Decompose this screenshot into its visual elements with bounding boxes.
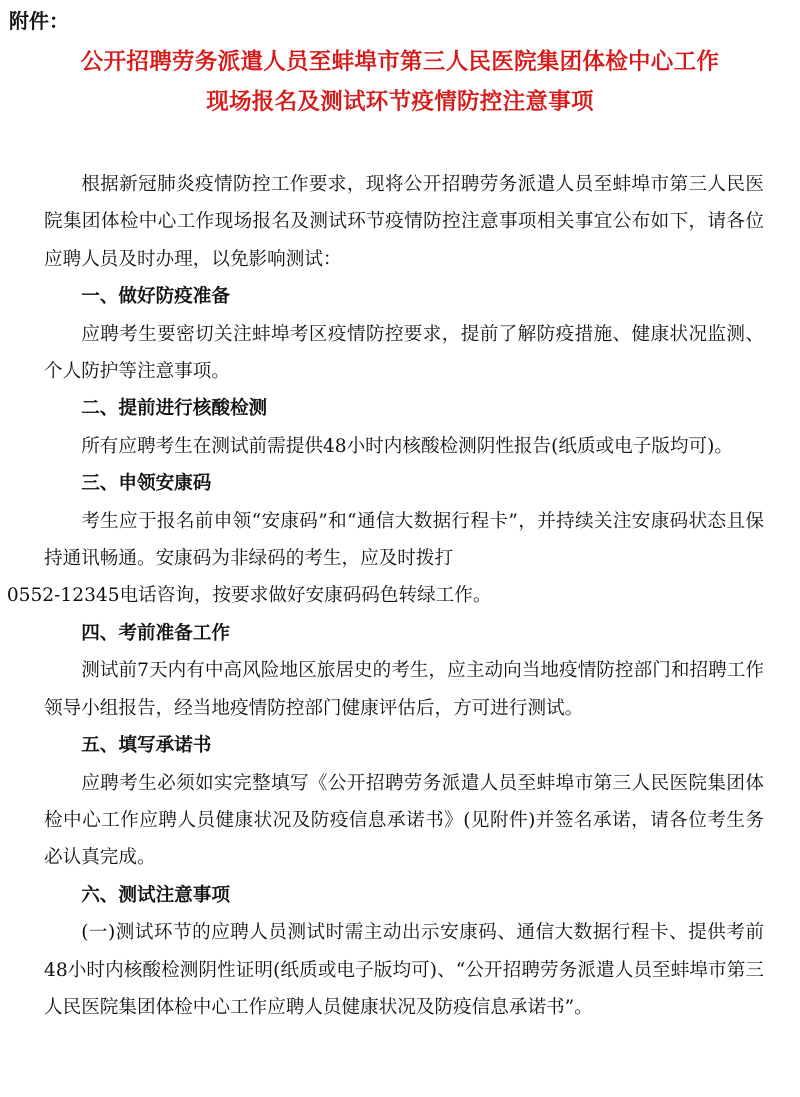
section-body-1: 应聘考生要密切关注蚌埠考区疫情防控要求，提前了解防疫措施、健康状况监测、个人防护等注意事项。 <box>44 323 764 383</box>
section-body-4: 测试前7天内有中高风险地区旅居史的考生，应主动向当地疫情防控部门和招聘工作领导小组报告，经当地疫情防控部门健康评估后，方可进行测试。 <box>44 660 764 719</box>
section-heading-3: 三、申领安康码 <box>81 473 212 495</box>
section-heading-6: 六、测试注意事项 <box>81 884 230 906</box>
document-title-line-1: 公开招聘劳务派遣人员至蚌埠市第三人民医院集团体检中心工作 <box>80 49 720 75</box>
section-body-3-part-1: 考生应于报名前申领“安康码”和“通信大数据行程卡”，并持续关注安康码状态且保持通讯畅通。安康码为非绿码的考生，应及时拨打 <box>44 510 764 570</box>
intro-paragraph: 根据新冠肺炎疫情防控工作要求，现将公开招聘劳务派遣人员至蚌埠市第三人民医院集团体检中心工作现场报名及测试环节疫情防控注意事项相关事宜公布如下，请各位应聘人员及时办理，以免影响测试： <box>44 174 764 270</box>
section-body-2: 所有应聘考生在测试前需提供48小时内核酸检测阴性报告(纸质或电子版均可)。 <box>81 435 733 457</box>
section-body-5: 应聘考生必须如实完整填写《公开招聘劳务派遣人员至蚌埠市第三人民医院集团体检中心工作应聘人员健康状况及防疫信息承诺书》(见附件)并签名承诺，请各位考生务必认真完成。 <box>44 772 764 869</box>
section-heading-5: 五、填写承诺书 <box>81 735 212 757</box>
section-heading-1: 一、做好防疫准备 <box>81 286 230 308</box>
section-body-3 <box>6 503 764 615</box>
section-body-3-part-2: 0552-12345电话咨询，按要求做好安康码码色转绿工作。 <box>6 585 492 607</box>
document-body <box>6 166 764 1026</box>
section-heading-4: 四、考前准备工作 <box>81 622 230 644</box>
attachment-label: 附件： <box>9 9 69 33</box>
section-heading-2: 二、提前进行核酸检测 <box>81 398 268 420</box>
document-title-line-2: 现场报名及测试环节疫情防控注意事项 <box>206 89 594 115</box>
section-body-6: (一)测试环节的应聘人员测试时需主动出示安康码、通信大数据行程卡、提供考前48小时内核酸检测阴性证明(纸质或电子版均可)、“公开招聘劳务派遣人员至蚌埠市第三人民医院集团体检中心工作应聘人员健康状况及防疫信息承诺书”。 <box>44 922 764 1018</box>
